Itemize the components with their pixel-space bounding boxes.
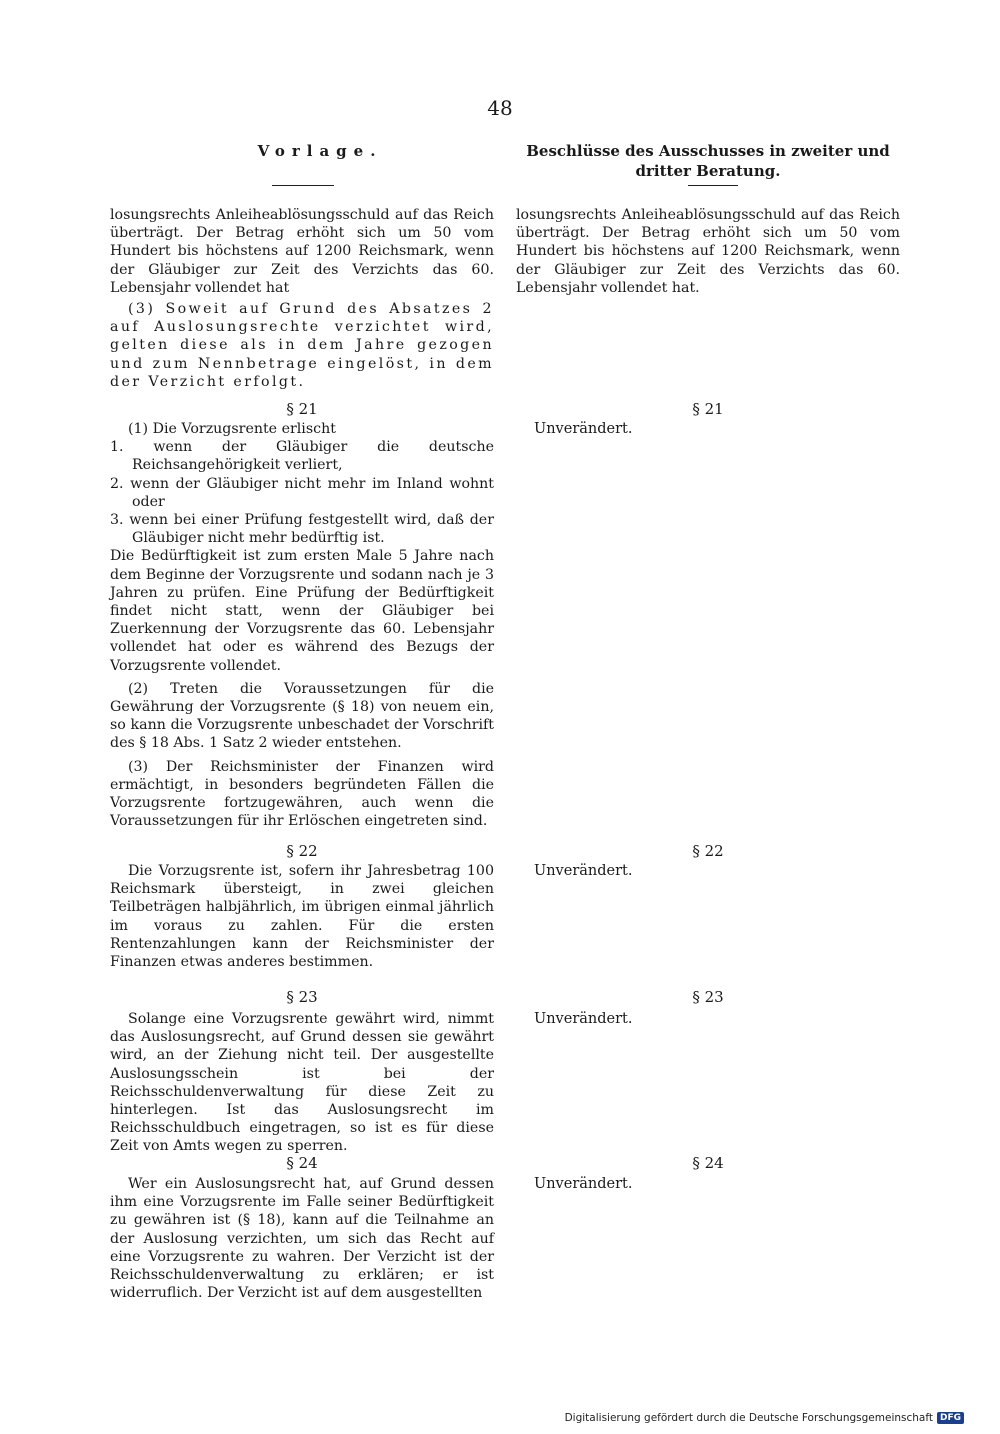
right-section-23-heading: § 23 [692, 988, 724, 1006]
s21-abs2: (2) Treten die Voraussetzungen für die Gewährung der Vorzugsrente (§ 18) von neuem ein, so kann die Vorzugsrente unbeschadet der Vorschrift des § 18 Abs. 1 Satz 2 wieder entstehen. [110, 680, 494, 752]
left-intro-text: losungsrechts Anleiheablösungsschuld auf das Reich überträgt. Der Betrag erhöht sich um 50 vom Hundert bis höchstens auf 1200 Reichsmark, wenn der Gläubiger zur Zeit des Verzichts das 60. Lebensjahr vollendet hat [110, 207, 494, 296]
s21-abs1: (1) Die Vorzugsrente erlischt [128, 421, 336, 437]
right-section-24-unchanged: Unverändert. [534, 1176, 633, 1192]
left-intro-block [110, 206, 494, 297]
s21-item-1: 1. wenn der Gläubiger die deutsche Reichsangehörigkeit verliert, [110, 439, 494, 474]
s21-item-3: 3. wenn bei einer Prüfung festgestellt wird, daß der Gläubiger nicht mehr bedürftig ist. [110, 512, 494, 547]
s21-item-2: 2. wenn der Gläubiger nicht mehr im Inland wohnt oder [110, 475, 494, 510]
right-intro-block [516, 206, 900, 297]
dfg-logo: DFG [937, 1412, 964, 1424]
left-abs3-block [110, 300, 494, 391]
right-section-22-heading: § 22 [692, 842, 724, 860]
left-header-rule [272, 185, 334, 186]
left-abs3-text: (3) Soweit auf Grund des Absatzes 2 auf Auslosungsrechte verzichtet wird, gelten diese als in dem Jahre gezogen und zum Nennbetrage eingelöst, in dem der Verzicht erfolgt. [110, 301, 494, 390]
s21-text: Die Bedürftigkeit ist zum ersten Male 5 Jahre nach dem Beginne der Vorzugsrente und sodann nach je 3 Jahren zu prüfen. Eine Prüfung der Bedürftigkeit findet nicht statt, wenn der Gläubiger bei Zuerkennung der Vorzugsrente das 60. Lebensjahr vollendet hat oder es während des Bezugs der Vorzugsrente vollendet. [110, 548, 494, 674]
s24-text: Wer ein Auslosungsrecht hat, auf Grund dessen ihm eine Vorzugsrente im Falle seiner Bedürftigkeit zu gewähren ist (§ 18), kann auf die Teilnahme an der Auslosung verzichten, um sich das Recht auf eine Vorzugsrente zu wahren. Der Verzicht ist der Reichsschuldenverwaltung zu erklären; er ist widerruflich. Der Verzicht ist auf dem ausgestellten [110, 1176, 494, 1302]
right-header-rule [688, 185, 738, 186]
right-section-22-unchanged: Unverändert. [534, 863, 633, 879]
left-section-23-heading: § 23 [286, 988, 318, 1006]
left-section-23-block [110, 1010, 494, 1156]
right-section-24-heading: § 24 [692, 1154, 724, 1172]
footer-text: Digitalisierung gefördert durch die Deutsche Forschungsgemeinschaft [564, 1412, 933, 1424]
right-column-header: Beschlüsse des Ausschusses in zweiter und dritter Beratung. [526, 142, 890, 180]
left-column-header: Vorlage. [257, 142, 383, 160]
page-number: 48 [487, 96, 513, 120]
right-section-23-unchanged: Unverändert. [534, 1011, 633, 1027]
left-section-22-heading: § 22 [286, 842, 318, 860]
right-intro-text: losungsrechts Anleiheablösungsschuld auf das Reich überträgt. Der Betrag erhöht sich um 50 vom Hundert bis höchstens auf 1200 Reichsmark, wenn der Gläubiger zur Zeit des Verzichts das 60. Lebensjahr vollendet hat. [516, 207, 900, 296]
right-section-21-unchanged: Unverändert. [534, 421, 633, 437]
s21-abs3: (3) Der Reichsminister der Finanzen wird ermächtigt, in besonders begründeten Fällen die Vorzugsrente fortzugewähren, auch wenn die Voraussetzungen für ihr Erlöschen eingetreten sind. [110, 758, 494, 830]
s23-text: Solange eine Vorzugsrente gewährt wird, nimmt das Auslosungsrecht, auf Grund dessen sie gewährt wird, an der Ziehung nicht teil. Der ausgestellte Auslosungsschein ist bei der Reichsschuldenverwaltung für diese Zeit zu hinterlegen. Ist das Auslosungsrecht im Reichsschuldbuch eingetragen, so ist es für diese Zeit von Amts wegen zu sperren. [110, 1011, 494, 1155]
s22-text: Die Vorzugsrente ist, sofern ihr Jahresbetrag 100 Reichsmark übersteigt, in zwei gleichen Teilbeträgen halbjährlich, im übrigen einmal jährlich im voraus zu zahlen. Für die ersten Rentenzahlungen kann der Reichsminister der Finanzen etwas anderes bestimmen. [110, 863, 494, 971]
left-section-22-block [110, 862, 494, 971]
right-section-21-heading: § 21 [692, 400, 724, 418]
left-section-21-block [110, 420, 494, 830]
digitization-footer [565, 1412, 964, 1424]
left-section-21-heading: § 21 [286, 400, 318, 418]
left-section-24-block [110, 1175, 494, 1302]
left-section-24-heading: § 24 [286, 1154, 318, 1172]
